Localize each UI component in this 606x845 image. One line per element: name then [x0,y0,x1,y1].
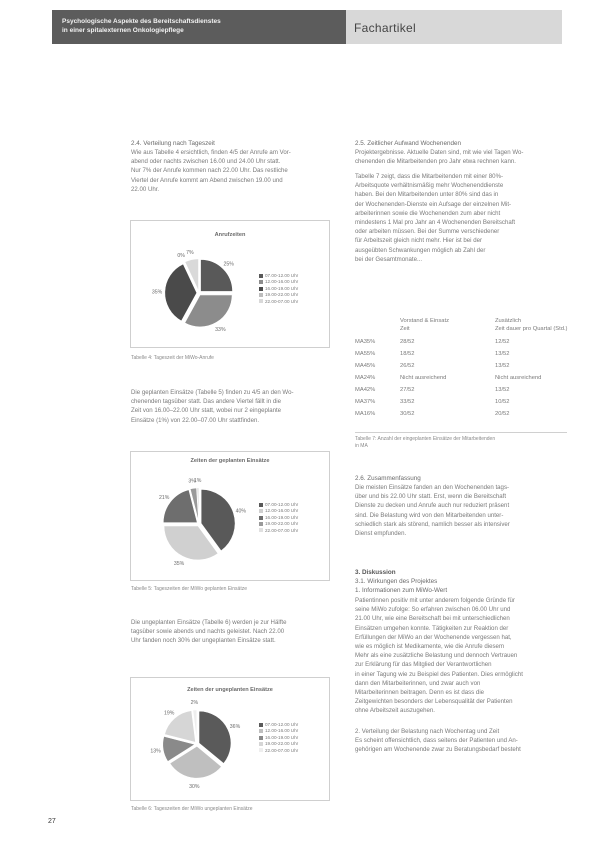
text-line: Einsätzen umgehen konnte. Tätigkeiten zur Reaktion der [355,624,509,632]
pie-label: 19% [164,710,175,717]
table-caption-2: in MA [355,443,368,449]
table-cell: MA16% [355,411,376,417]
text-line: Arbeitsquote verhältnismäßig mehr Wochenenddienste [355,182,504,190]
legend-label: 16.00-19.00 Uhr [265,734,299,740]
legend-label: 16.00-19.00 Uhr [265,514,299,520]
legend-item [259,748,298,754]
chart2-caption: Tabelle 5: Tageszeiten der MiWo geplanten Einsätze [131,586,247,592]
legend-swatch [259,293,263,297]
table-cell: Zeit dauer pro Quartal (Std.) [495,326,568,332]
table-cell: MA42% [355,387,376,393]
legend-swatch [259,280,263,284]
text-line: Zeit von 16.00–22.00 Uhr statt, wobei nur 2 eingeplante [131,407,282,415]
legend-swatch [259,287,263,291]
chart1-pie [131,221,329,347]
table-cell: 13/52 [495,363,510,369]
table-cell: 26/52 [400,363,415,369]
table-cell: 12/52 [495,339,510,345]
pie-label: 0% [177,252,185,259]
table-cell: 30/52 [400,411,415,417]
legend-label: 22.00-07.00 Uhr [265,747,299,753]
text-line: abend oder nachts zwischen 16.00 und 24.00 Uhr statt. [131,158,281,166]
legend-swatch [259,729,263,733]
legend-label: 22.00-07.00 Uhr [265,298,299,304]
header-section-label: Fachartikel [354,21,416,35]
legend-swatch [259,522,263,526]
text-line: ohne Arbeitszeit auszugehen. [355,707,435,715]
text-line: Viertel der Anrufe kommt am Abend zwischen 19.00 und [131,176,283,184]
text-line: Tabelle 7 zeigt, dass die Mitarbeitenden mit einer 80%- [355,173,504,180]
legend-label: 12.00-16.00 Uhr [265,728,299,734]
text-line: zur Erklärung für das Mitglied der Verantwortlichen [355,661,492,669]
legend-swatch [259,748,263,752]
text-line: seine MiWo zufolge: So erfahren zwischen 06.00 Uhr und [355,606,511,614]
legend-swatch [259,274,263,278]
table-cell: Zeit [400,326,410,332]
legend-swatch [259,503,263,507]
table-cell: 18/52 [400,351,415,357]
table-cell: 27/52 [400,387,415,393]
chart2-legend [259,502,298,534]
legend-item [259,299,298,305]
chart1-caption: Tabelle 4: Tageszeit der MiWo-Anrufe [131,355,214,361]
pie-label: 25% [223,261,234,268]
text-line: bei der Gesamtmonate... [355,255,423,263]
text-line: mindestens 1 Mal pro Jahr an 4 Wochenenden Bereitschaft [355,219,516,226]
pie-label: 36% [229,724,241,731]
text-line: Dienst empfunden. [355,530,407,537]
text-line: Es scheint offensichtlich, dass seitens der Patienten und An- [355,737,518,745]
legend-label: 22.00-07.00 Uhr [265,527,299,533]
pie-label: 30% [189,783,200,790]
text-line: Zeitgewichten besonders der Lebensqualität der Patienten [355,698,513,706]
text-line: Mehr als eine zusätzliche Belastung und dennoch Vertrauen [355,652,518,660]
pie-label: 35% [151,289,163,296]
chart3-title: Zeiten der ungeplanten Einsätze [187,687,273,693]
legend-label: 12.00-16.00 Uhr [265,508,299,514]
table-cell: 10/52 [495,399,510,405]
pie-label: 21% [159,495,170,502]
text-line: über und bis 22.00 Uhr statt. Erst, wenn die Bereitschaft [355,493,507,501]
text-line: wie es möglich ist Medikamente, wie die Anrufe diesem [355,643,505,650]
chart2-pie [131,452,329,580]
table-cell: 20/52 [495,411,510,417]
text-line: arbeiterinnen sowie die Wochenenden zum aber nicht [355,209,501,217]
table-cell: Nicht ausreichend [400,375,447,381]
chart3-pie [131,678,329,800]
right-s1-heading: 2.5. Zeitlicher Aufwand Wochenenden [355,140,461,147]
text-line: Patientinnen positiv mit unter anderem folgende Gründe für [355,597,515,604]
text-line: gehörigen am Wochenende zwar zu Beratungsbedarf besteht [355,746,521,754]
chart-anrufzeiten [130,220,330,348]
table-cell: Nicht ausreichend [495,375,542,381]
table-cell: MA24% [355,375,376,381]
right-s3-heading: 2.6. Zusammenfassung [355,475,421,482]
text-line: der Wochenenden-Dienste ein Aufsage der einzelnen Mit- [355,200,512,208]
legend-label: 07.00-12.00 Uhr [265,502,299,507]
text-line: 21.00 Uhr, wie eine Bereitschaft bei mit unterschiedlichen [355,615,510,623]
legend-label: 19.00-22.00 Uhr [265,741,299,747]
legend-label: 19.00-22.00 Uhr [265,521,299,527]
table-cell: MA37% [355,399,376,405]
legend-swatch [259,742,263,746]
legend-label: 07.00-12.00 Uhr [265,273,299,278]
text-line: Die meisten Einsätze fanden an den Wochenenden tags- [355,484,510,491]
chart3-caption: Tabelle 6: Tageszeiten der MiWo ungeplanten Einsätze [131,806,253,812]
text-line: Uhr fanden noch 30% der ungeplanten Einsätze statt. [131,637,276,645]
text-line: dann den Mitarbeiterinnen, und zwar auch von [355,679,481,687]
left-s1-heading: 2.4. Verteilung nach Tageszeit [131,140,215,147]
chart-geplante-einsaetze [130,451,330,581]
chart2-title: Zeiten der geplanten Einsätze [190,458,270,464]
table-cell: MA35% [355,339,376,345]
chart1-title: Anrufzeiten [214,232,246,238]
pie-label: 7% [186,250,194,257]
pie-label: 35% [173,561,185,568]
text-line: chenenden tagsüber statt. Das andere Viertel fällt in die [131,398,281,406]
table-cell: MA55% [355,351,376,357]
legend-swatch [259,736,263,740]
table-cell: MA45% [355,363,376,369]
table-cell: 13/52 [495,387,510,393]
text-line: Dienste zu decken und Anrufe auch nur reduziert präsent [355,502,510,510]
legend-item [259,528,298,534]
table-cell: Zusätzlich [495,318,522,324]
legend-label: 07.00-12.00 Uhr [265,722,299,727]
legend-label: 12.00-16.00 Uhr [265,279,299,285]
table-caption-1: Tabelle 7: Anzahl der eingeplanten Einsätze der Mitarbeitenden [355,436,496,442]
text-line: ausgeübten Schwankungen möglich ab Zahl der [355,246,486,254]
legend-swatch [259,509,263,513]
text-line: Die geplanten Einsätze (Tabelle 5) finden zu 4/5 an den Wo- [131,389,294,396]
header-section-box [346,10,562,44]
chart-ungeplante-einsaetze [130,677,330,801]
pie-label: 1% [193,478,202,485]
text-line: Einsätze (1%) von 22.00–07.00 Uhr stattfinden. [131,416,260,424]
pie-label: 2% [190,700,199,707]
right-s4-heading: 3. Diskussion [355,569,396,576]
table-cell: 28/52 [400,339,415,345]
chart3-legend [259,722,298,754]
right-s4-sub: 3.1. Wirkungen des Projektes [355,578,438,585]
text-line: 22.00 Uhr. [131,185,160,193]
text-line: in einer Tagung wie zu Beispiel des Patienten. Dies ermöglicht [355,670,523,678]
chart1-legend [259,273,298,305]
pie-label: 3% [188,478,196,485]
text-line: für Arbeitszeit gleich nicht mehr. Hier ist bei der [355,237,483,245]
table-cell: Vorstand & Einsatz [400,318,449,324]
page-number: 27 [48,818,56,825]
legend-swatch [259,299,263,303]
legend-swatch [259,528,263,532]
pie-label: 33% [215,327,226,334]
legend-label: 16.00-19.00 Uhr [265,285,299,291]
staff-table [355,318,570,430]
text-line: schiedlich stark als störend, namlich besser als intensiver [355,520,510,528]
text-line: Wie aus Tabelle 4 ersichtlich, finden 4/5 der Anrufe am Vor- [131,149,291,156]
text-line: chenenden die Mitarbeitenden pro Jahr etwa rechnen kann. [355,158,516,166]
legend-swatch [259,516,263,520]
table-cell: 13/52 [495,351,510,357]
table-rule [355,432,567,433]
text-line: sind. Die Belastung wird von den Mitarbeitenden unter- [355,511,504,519]
text-line: haben. Bei den Mitarbeitenden unter 80% sind das in [355,191,499,199]
text-line: Nur 7% der Anrufe kommen nach 22.00 Uhr. Das restliche [131,167,288,175]
text-line: Mitarbeiterinnen beitragen. Denn es ist dass die [355,689,485,696]
text-line: oder arbeiten müssen. Bei der Summe verschiedener [355,228,500,236]
legend-swatch [259,723,263,727]
right-s4-sub2: 1. Informationen zum MiWo-Wert [355,587,448,594]
header-title-line2: in einer spitalexternen Onkologiepflege [62,27,184,34]
table-cell: 33/52 [400,399,415,405]
text-line: Erfüllungen der MiWo an der Wochenende vergessen hat, [355,633,512,641]
pie-label: 13% [150,748,161,755]
text-line: tagsüber sowie abends und nachts geleistet. Nach 22.00 [131,628,285,636]
text-line: Die ungeplanten Einsätze (Tabelle 6) werden je zur Hälfte [131,619,287,626]
text-line: Projektergebnisse. Aktuelle Daten sind, mit wie viel Tagen Wo- [355,149,524,156]
legend-label: 19.00-22.00 Uhr [265,292,299,298]
pie-label: 40% [235,508,247,515]
header-title-line1: Psychologische Aspekte des Bereitschaftsdienstes [62,18,221,25]
text-line: 2. Verteilung der Belastung nach Wochentag und Zeit [355,728,500,735]
